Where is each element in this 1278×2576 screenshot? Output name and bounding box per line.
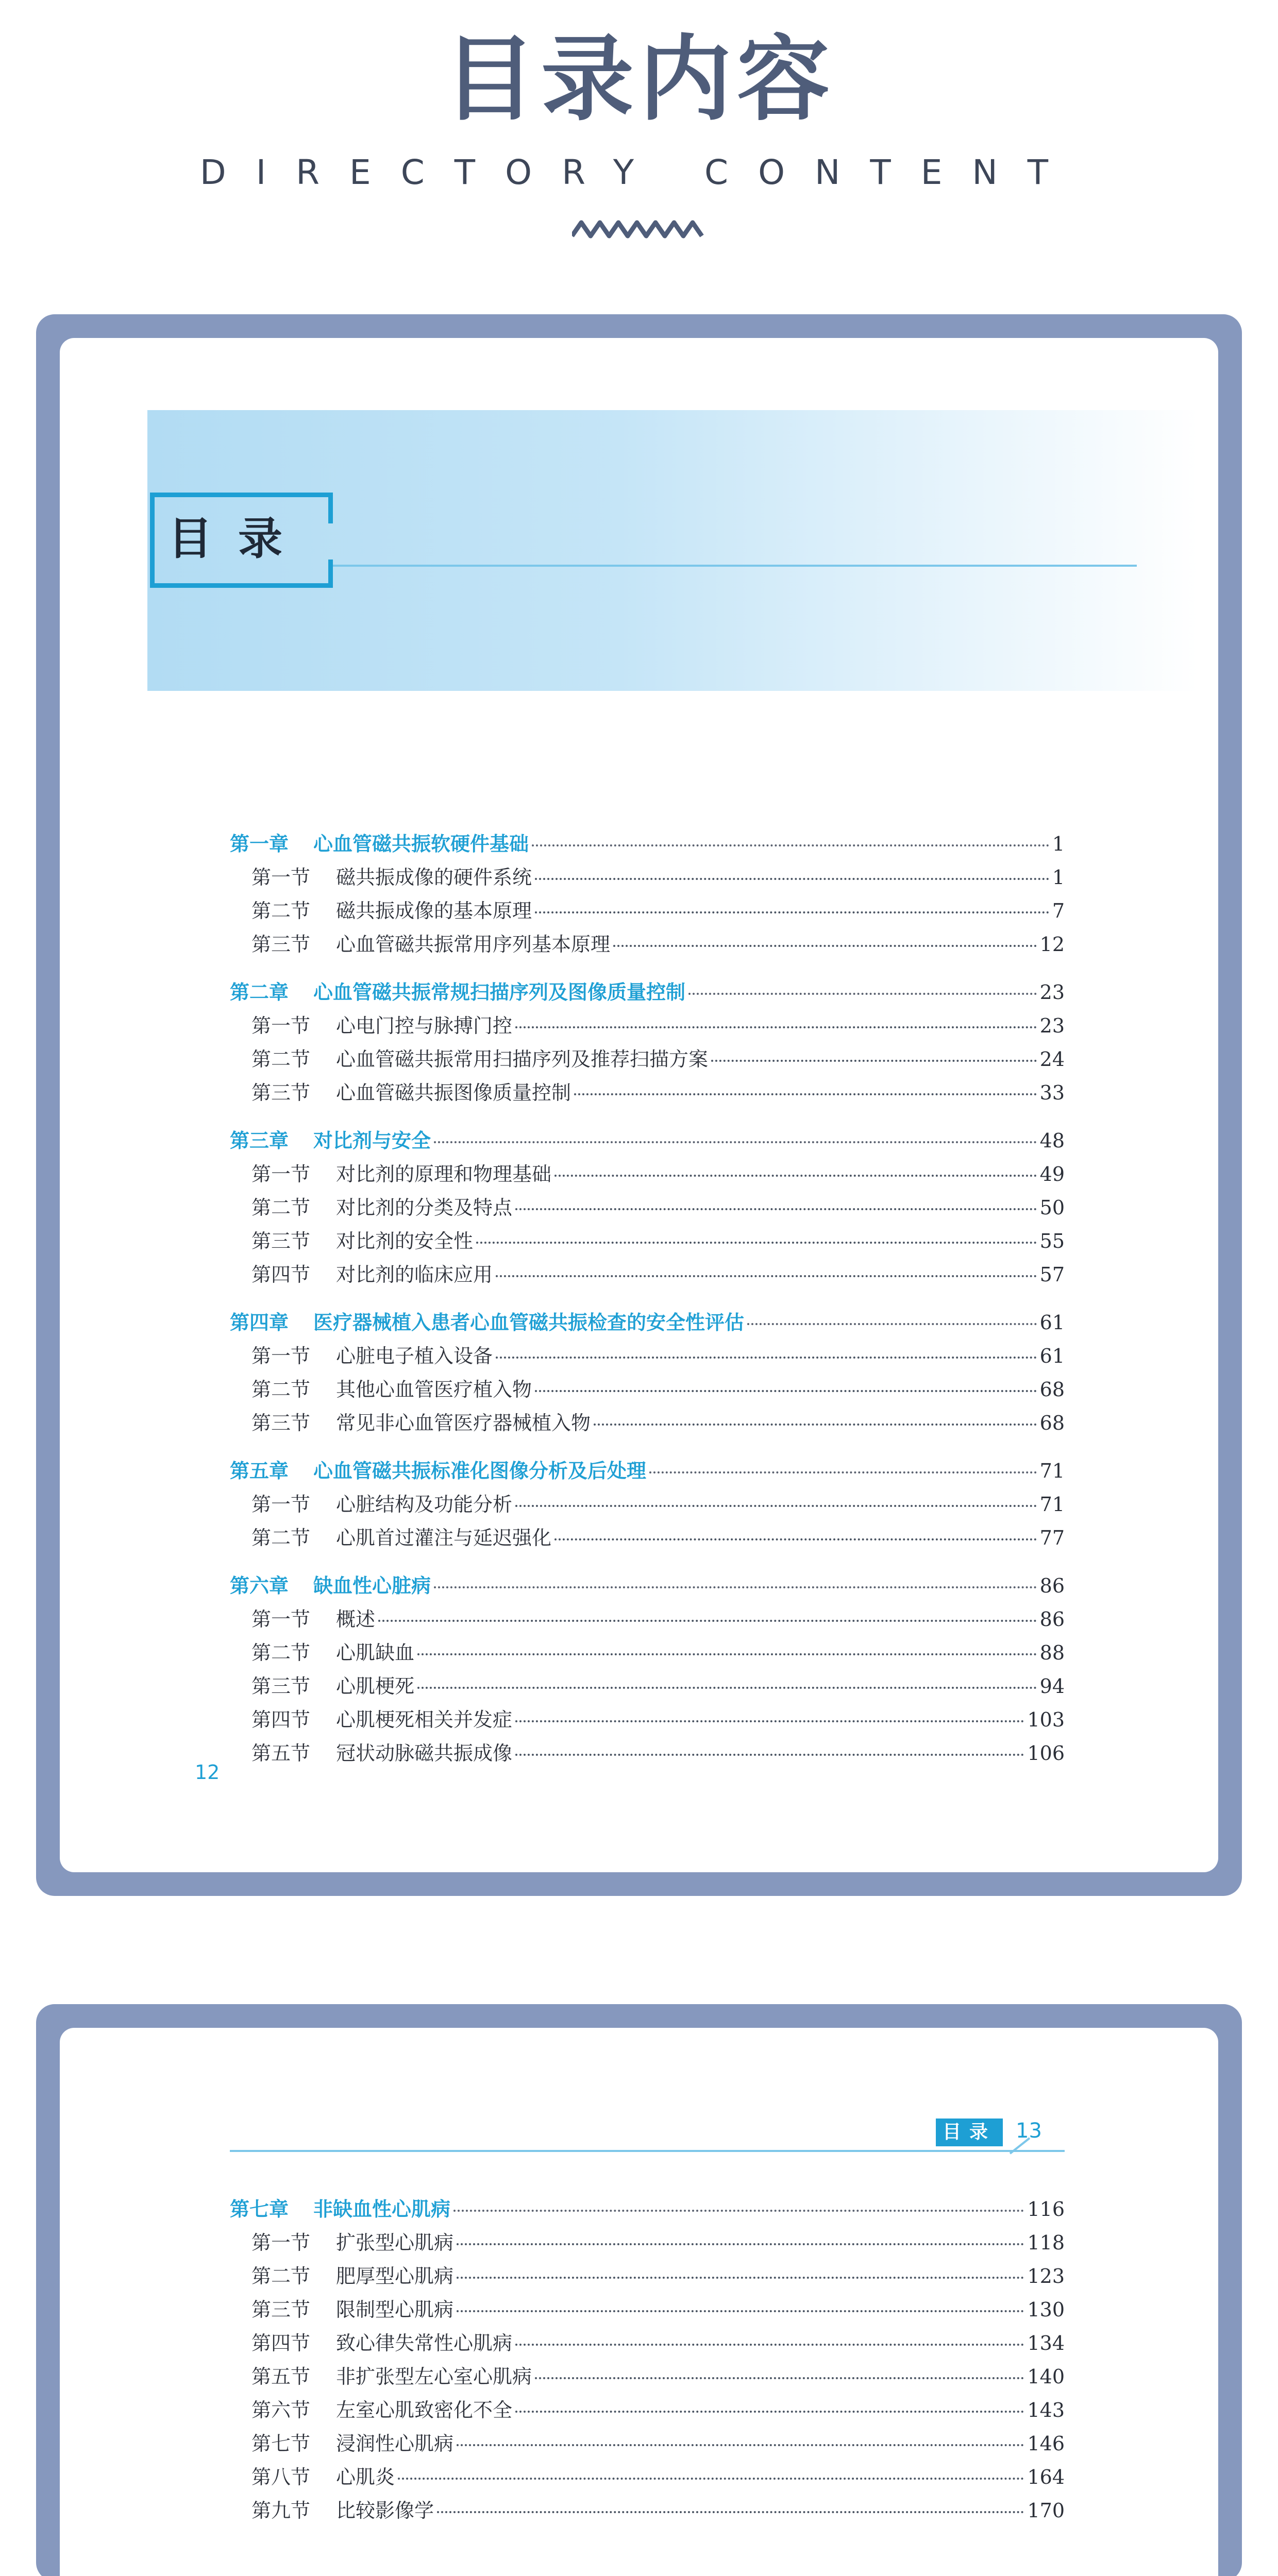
dot-leader — [515, 1505, 1037, 1507]
entry-title: 常见非心血管医疗器械植入物 — [336, 1412, 591, 1434]
section-entry[interactable] — [230, 2293, 1065, 2327]
dot-leader — [535, 1390, 1037, 1392]
entry-title: 心肌梗死 — [336, 1675, 415, 1698]
toc-page-1 — [60, 338, 1218, 1872]
entry-page: 170 — [1027, 2499, 1065, 2522]
section-entry[interactable] — [230, 894, 1065, 928]
section-entry[interactable] — [230, 2360, 1065, 2394]
entry-title: 心脏结构及功能分析 — [336, 1493, 513, 1516]
dot-leader — [515, 1208, 1037, 1210]
section-entry[interactable] — [230, 2427, 1065, 2461]
entry-title: 肥厚型心肌病 — [336, 2265, 454, 2287]
chapter-entry[interactable] — [230, 976, 1065, 1009]
entry-title: 对比剂与安全 — [313, 1129, 431, 1152]
entry-title: 概述 — [336, 1608, 376, 1631]
chapter-group — [230, 1569, 1065, 1770]
dot-leader — [515, 1026, 1037, 1028]
chapter-entry[interactable] — [230, 1306, 1065, 1340]
dot-leader — [515, 1754, 1024, 1756]
section-entry[interactable] — [230, 2394, 1065, 2427]
dot-leader — [515, 1720, 1024, 1722]
section-entry[interactable] — [230, 1158, 1065, 1191]
entry-number: 第一节 — [251, 1014, 311, 1037]
entry-page: 48 — [1039, 1129, 1065, 1152]
toc-page-frame-2 — [36, 2004, 1242, 2576]
chapter-entry[interactable] — [230, 827, 1065, 861]
entry-page: 143 — [1027, 2399, 1065, 2421]
section-entry[interactable] — [230, 861, 1065, 894]
dot-leader — [457, 2310, 1024, 2312]
chapter-entry[interactable] — [230, 1124, 1065, 1158]
entry-page: 7 — [1052, 900, 1065, 922]
entry-title: 比较影像学 — [336, 2499, 434, 2522]
section-entry[interactable] — [230, 1191, 1065, 1225]
section-entry[interactable] — [230, 1521, 1065, 1555]
dot-leader — [457, 2277, 1024, 2279]
entry-title: 心血管磁共振软硬件基础 — [313, 833, 529, 855]
entry-page: 61 — [1039, 1311, 1065, 1334]
toc-page-2 — [60, 2028, 1218, 2576]
entry-title: 磁共振成像的基本原理 — [336, 900, 532, 922]
chapter-group — [230, 976, 1065, 1110]
entry-number: 第一节 — [251, 2231, 311, 2254]
entry-title: 非缺血性心肌病 — [313, 2198, 451, 2221]
entry-number: 第一节 — [251, 1345, 311, 1367]
entry-title: 心肌梗死相关并发症 — [336, 1708, 513, 1731]
section-entry[interactable] — [230, 2327, 1065, 2360]
entry-page: 123 — [1027, 2265, 1065, 2287]
entry-page: 23 — [1039, 1014, 1065, 1037]
entry-title: 扩张型心肌病 — [336, 2231, 454, 2254]
toc-page-frame-1 — [36, 314, 1242, 1896]
entry-number: 第七章 — [230, 2198, 289, 2221]
entry-number: 第二章 — [230, 981, 289, 1004]
entry-title: 致心律失常性心肌病 — [336, 2332, 513, 2354]
entry-page: 130 — [1027, 2298, 1065, 2321]
entry-number: 第五节 — [251, 2365, 311, 2388]
wave-ornament-icon — [572, 215, 706, 242]
dot-leader — [535, 911, 1049, 913]
dot-leader — [613, 945, 1037, 947]
dot-leader — [574, 1093, 1037, 1095]
dot-leader — [378, 1620, 1037, 1622]
chapter-group — [230, 1454, 1065, 1555]
entry-page: 134 — [1027, 2332, 1065, 2354]
entry-page: 77 — [1039, 1527, 1065, 1549]
entry-number: 第二节 — [251, 1196, 311, 1219]
banner-divider — [333, 565, 1137, 567]
section-entry[interactable] — [230, 1636, 1065, 1670]
dot-leader — [476, 1242, 1037, 1244]
entry-page: 71 — [1039, 1493, 1065, 1516]
entry-page: 1 — [1052, 833, 1065, 855]
entry-page: 24 — [1039, 1048, 1065, 1071]
header-slash-icon — [1003, 2136, 1034, 2157]
entry-number: 第二节 — [251, 2265, 311, 2287]
chapter-entry[interactable] — [230, 1454, 1065, 1488]
chapter-group — [230, 827, 1065, 961]
entry-page: 164 — [1027, 2466, 1065, 2488]
dot-leader — [453, 2210, 1024, 2212]
entry-title: 心血管磁共振常用序列基本原理 — [336, 933, 611, 956]
section-entry[interactable] — [230, 1373, 1065, 1406]
entry-title: 心血管磁共振常用扫描序列及推荐扫描方案 — [336, 1048, 709, 1071]
entry-page: 88 — [1039, 1641, 1065, 1664]
entry-number: 第四节 — [251, 2332, 311, 2354]
entry-page: 57 — [1039, 1263, 1065, 1286]
entry-number: 第三节 — [251, 1675, 311, 1698]
dot-leader — [434, 1586, 1037, 1588]
toc-list — [230, 2193, 1065, 2542]
entry-title: 左室心肌致密化不全 — [336, 2399, 513, 2421]
entry-page: 94 — [1039, 1675, 1065, 1698]
section-entry[interactable] — [230, 1670, 1065, 1703]
entry-page: 118 — [1027, 2231, 1065, 2254]
entry-number: 第六章 — [230, 1574, 289, 1597]
section-entry[interactable] — [230, 1225, 1065, 1258]
entry-number: 第三节 — [251, 1230, 311, 1252]
entry-page: 86 — [1039, 1608, 1065, 1631]
dot-leader — [532, 844, 1049, 846]
section-entry[interactable] — [230, 1009, 1065, 1043]
section-entry[interactable] — [230, 1488, 1065, 1521]
entry-number: 第一章 — [230, 833, 289, 855]
section-entry[interactable] — [230, 1703, 1065, 1737]
dot-leader — [437, 2511, 1024, 2513]
entry-title: 冠状动脉磁共振成像 — [336, 1742, 513, 1765]
entry-number: 第九节 — [251, 2499, 311, 2522]
toc-heading: 目录 — [168, 513, 308, 565]
entry-page: 71 — [1039, 1460, 1065, 1482]
dot-leader — [457, 2444, 1024, 2446]
chapter-entry[interactable] — [230, 1569, 1065, 1603]
entry-title: 心脏电子植入设备 — [336, 1345, 493, 1367]
section-entry[interactable] — [230, 2494, 1065, 2528]
entry-number: 第五节 — [251, 1742, 311, 1765]
entry-title: 心血管磁共振常规扫描序列及图像质量控制 — [313, 981, 686, 1004]
entry-number: 第二节 — [251, 900, 311, 922]
entry-title: 浸润性心肌病 — [336, 2432, 454, 2455]
dot-leader — [747, 1323, 1037, 1325]
section-entry[interactable] — [230, 1258, 1065, 1292]
page-number: 12 — [195, 1761, 220, 1784]
entry-number: 第一节 — [251, 1493, 311, 1516]
entry-number: 第一节 — [251, 1163, 311, 1185]
entry-page: 140 — [1027, 2365, 1065, 2388]
section-entry[interactable] — [230, 2461, 1065, 2494]
entry-title: 心肌炎 — [336, 2466, 395, 2488]
entry-page: 1 — [1052, 866, 1065, 889]
entry-number: 第三节 — [251, 1412, 311, 1434]
page-subtitle: DIRECTORY CONTENT — [199, 152, 1079, 192]
entry-page: 49 — [1039, 1163, 1065, 1185]
entry-number: 第四节 — [251, 1708, 311, 1731]
entry-page: 61 — [1039, 1345, 1065, 1367]
chapter-group — [230, 1124, 1065, 1292]
entry-number: 第六节 — [251, 2399, 311, 2421]
entry-title: 磁共振成像的硬件系统 — [336, 866, 532, 889]
entry-title: 对比剂的安全性 — [336, 1230, 474, 1252]
entry-number: 第三节 — [251, 2298, 311, 2321]
toc-list — [230, 827, 1065, 1785]
entry-number: 第一节 — [251, 1608, 311, 1631]
dot-leader — [649, 1471, 1037, 1473]
entry-page: 68 — [1039, 1378, 1065, 1401]
entry-number: 第二节 — [251, 1641, 311, 1664]
entry-number: 第三节 — [251, 933, 311, 956]
dot-leader — [711, 1060, 1037, 1062]
section-entry[interactable] — [230, 1406, 1065, 1440]
entry-page: 33 — [1039, 1081, 1065, 1104]
entry-title: 心血管磁共振图像质量控制 — [336, 1081, 571, 1104]
dot-leader — [496, 1275, 1037, 1277]
entry-title: 对比剂的原理和物理基础 — [336, 1163, 552, 1185]
dot-leader — [554, 1538, 1037, 1540]
entry-page: 68 — [1039, 1412, 1065, 1434]
dot-leader — [688, 993, 1037, 995]
entry-number: 第三章 — [230, 1129, 289, 1152]
entry-number: 第四节 — [251, 1263, 311, 1286]
dot-leader — [594, 1423, 1037, 1426]
entry-title: 心肌缺血 — [336, 1641, 415, 1664]
entry-page: 50 — [1039, 1196, 1065, 1219]
entry-number: 第一节 — [251, 866, 311, 889]
entry-title: 医疗器械植入患者心血管磁共振检查的安全性评估 — [313, 1311, 745, 1334]
entry-page: 106 — [1027, 1742, 1065, 1765]
entry-number: 第七节 — [251, 2432, 311, 2455]
entry-number: 第二节 — [251, 1378, 311, 1401]
section-entry[interactable] — [230, 928, 1065, 961]
entry-title: 限制型心肌病 — [336, 2298, 454, 2321]
entry-number: 第二节 — [251, 1527, 311, 1549]
dot-leader — [515, 2411, 1024, 2413]
entry-page: 86 — [1039, 1574, 1065, 1597]
entry-number: 第四章 — [230, 1311, 289, 1334]
dot-leader — [434, 1141, 1037, 1143]
dot-leader — [417, 1687, 1037, 1689]
dot-leader — [554, 1175, 1037, 1177]
section-entry[interactable] — [230, 1043, 1065, 1076]
chapter-entry[interactable] — [230, 2193, 1065, 2226]
entry-number: 第八节 — [251, 2466, 311, 2488]
running-header-tag: 目录 — [936, 2119, 1003, 2146]
dot-leader — [398, 2478, 1024, 2480]
dot-leader — [496, 1357, 1037, 1359]
entry-title: 心血管磁共振标准化图像分析及后处理 — [313, 1460, 647, 1482]
header-divider — [230, 2150, 1065, 2152]
dot-leader — [535, 878, 1049, 880]
dot-leader — [515, 2344, 1024, 2346]
entry-title: 对比剂的临床应用 — [336, 1263, 493, 1286]
entry-page: 23 — [1039, 981, 1065, 1004]
entry-number: 第五章 — [230, 1460, 289, 1482]
entry-title: 心肌首过灌注与延迟强化 — [336, 1527, 552, 1549]
section-entry[interactable] — [230, 2260, 1065, 2293]
entry-page: 116 — [1027, 2198, 1065, 2221]
dot-leader — [417, 1653, 1037, 1655]
chapter-group — [230, 1306, 1065, 1440]
entry-title: 非扩张型左心室心肌病 — [336, 2365, 532, 2388]
section-entry[interactable] — [230, 1603, 1065, 1636]
chapter-group — [230, 2193, 1065, 2528]
entry-page: 55 — [1039, 1230, 1065, 1252]
section-entry[interactable] — [230, 1076, 1065, 1110]
section-entry[interactable] — [230, 1737, 1065, 1770]
dot-leader — [457, 2243, 1024, 2245]
entry-number: 第三节 — [251, 1081, 311, 1104]
entry-title: 缺血性心脏病 — [313, 1574, 431, 1597]
entry-title: 对比剂的分类及特点 — [336, 1196, 513, 1219]
entry-number: 第二节 — [251, 1048, 311, 1071]
entry-page: 103 — [1027, 1708, 1065, 1731]
entry-page: 146 — [1027, 2432, 1065, 2455]
page-number: 13 — [1016, 2119, 1042, 2143]
dot-leader — [535, 2377, 1024, 2379]
page-title: 目录内容 — [443, 26, 835, 133]
section-entry[interactable] — [230, 2226, 1065, 2260]
entry-title: 心电门控与脉搏门控 — [336, 1014, 513, 1037]
entry-page: 12 — [1039, 933, 1065, 956]
section-entry[interactable] — [230, 1340, 1065, 1373]
entry-title: 其他心血管医疗植入物 — [336, 1378, 532, 1401]
